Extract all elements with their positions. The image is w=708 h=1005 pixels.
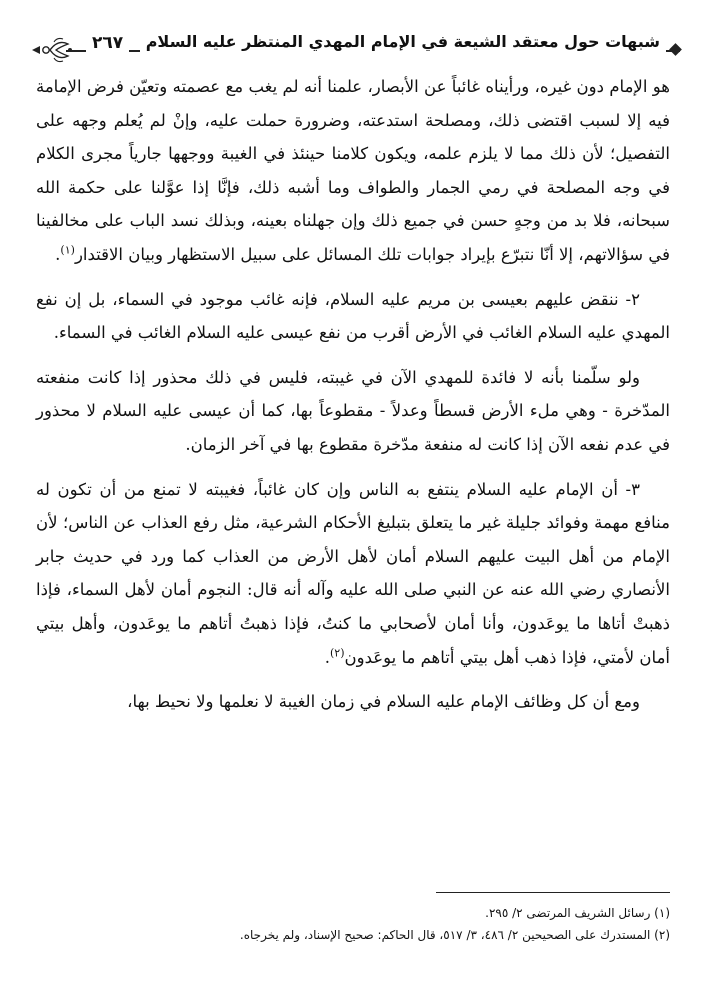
footnote-rule bbox=[436, 892, 670, 893]
footnote-2: (٢) المستدرك على الصحيحين ٢/ ٤٨٦، ٣/ ٥١٧، قال الحاكم: صحيح الإسناد، ولم يخرجاه. bbox=[239, 928, 670, 942]
paragraph-4-text: ٣- أن الإمام عليه السلام ينتفع به الناس وإن كان غائباً، فغيبته لا تمنع من أن تكون له منافع مهمة وفوائد جليلة غير ما يتعلق بتبليغ الأحكام الشرعية، مثل رفع العذاب عن الناس؛ لأن الإمام من أهل البيت عليهم السلام أمان لأهل الأرض من العذاب كما ورد في حديث جابر الأنصاري رضي الله عنه عن النبي صلى الله عليه وآله أنه قال: النجوم أمان لأهل السماء، فإذا ذهبتْ أتاها ما يوعَدون، وأنا أمان لأصحابي ما كنتُ، فإذا ذهبتُ أتاهم ما يوعَدون، وأهل بيتي أمان لأمتي، فإذا ذهب أهل بيتي أتاهم ما يوعَدون bbox=[36, 479, 670, 667]
paragraph-5: ومع أن كل وظائف الإمام عليه السلام في زمان الغيبة لا نعلمها ولا نحيط بها، bbox=[127, 692, 640, 712]
footnote-ref-2: (٢) bbox=[330, 646, 345, 659]
paragraph-3: ولو سلّمنا بأنه لا فائدة للمهدي الآن في غيبته، فليس في ذلك محذور إذا كانت منفعته المدّخرة - وهي ملء الأرض قسطاً وعدلاً - مقطوعاً بها، كما أن عيسى عليه السلام لا محذور في عدم نفعه الآن إذا كانت له منفعة مدّخرة مقطوع بها في آخر الزمان. bbox=[36, 367, 670, 454]
paragraph-4: ٣- أن الإمام عليه السلام ينتفع به الناس وإن كان غائباً، فغيبته لا تمنع من أن تكون له منافع مهمة وفوائد جليلة غير ما يتعلق بتبليغ الأحكام الشرعية، مثل رفع العذاب عن الناس؛ لأن الإمام من أهل البيت عليهم السلام أمان لأهل الأرض من العذاب كما ورد في حديث جابر الأنصاري رضي الله عنه عن النبي صلى الله عليه وآله أنه قال: النجوم أمان لأهل السماء، فإذا ذهبتْ أتاها ما يوعَدون، وأنا أمان لأصحابي ما كنتُ، فإذا ذهبتُ أتاهم ما يوعَدون، وأهل بيتي أمان لأمتي، فإذا ذهب أهل بيتي أتاهم ما يوعَدون$^{(٢)}$. bbox=[36, 479, 670, 667]
ornament-icon bbox=[30, 36, 74, 64]
page-header bbox=[30, 30, 680, 64]
paragraph-2: ٢- ننقض عليهم بعيسى بن مريم عليه السلام، فإنه غائب موجود في السماء، بل إن نفع المهدي عليه السلام الغائب في الأرض أقرب من نفع عيسى عليه السلام الغائب في السماء. bbox=[36, 289, 670, 343]
running-title: شبهات حول معتقد الشيعة في الإمام المهدي المنتظر عليه السلام bbox=[140, 30, 666, 54]
footnote-1: (١) رسائل الشريف المرتضى ٢/ ٢٩٥. bbox=[485, 906, 670, 920]
footnote-ref-1: (١) bbox=[60, 243, 75, 257]
diamond-icon bbox=[669, 43, 682, 56]
paragraph-1-text: هو الإمام دون غيره، ورأيناه غائباً عن الأبصار، علمنا أنه لم يغب مع عصمته وتعيّن فرض الإمامة فيه إلا لسبب اقتضى ذلك، ومصلحة استدعته، وضرورة حملت عليه، وإنْ لم يُعلم وجهه على التفصيل؛ لأن ذلك مما لا يلزم علمه، ويكون كلامنا حينئذ في الغيبة ووجهها جارياً مجرى الكلام في وجه المصلحة في رمي الجمار والطواف وما أشبه ذلك، فإنَّا إذا عوَّلنا على حكمة الله سبحانه، فلا بد من وجهٍ حسن في جميع ذلك وإن جهلناه بعينه، وبذلك نسد الباب على مخالفينا في سؤالاتهم، إلا أنّا نتبرّع بإيراد جوابات تلك المسائل على سبيل الاستظهار وبيان الاقتدار bbox=[36, 77, 670, 264]
body-text bbox=[36, 70, 670, 730]
paragraph-1: هو الإمام دون غيره، ورأيناه غائباً عن الأبصار، علمنا أنه لم يغب مع عصمته وتعيّن فرض الإمامة فيه إلا لسبب اقتضى ذلك، ومصلحة استدعته، وضرورة حملت عليه، وإنْ لم يُعلم وجهه على التفصيل؛ لأن ذلك مما لا يلزم علمه، ويكون كلامنا حينئذ في الغيبة ووجهها جارياً مجرى الكلام في وجه المصلحة في رمي الجمار والطواف وما أشبه ذلك، فإنَّا إذا عوَّلنا على حكمة الله سبحانه، فلا بد من وجهٍ حسن في جميع ذلك وإن جهلناه بعينه، وبذلك نسد الباب على مخالفينا في سؤالاتهم، إلا أنّا نتبرّع بإيراد جوابات تلك المسائل على سبيل الاستظهار وبيان الاقتدار$^{(١)}$. bbox=[36, 77, 670, 264]
page-number: ٢٦٧ bbox=[86, 32, 129, 54]
